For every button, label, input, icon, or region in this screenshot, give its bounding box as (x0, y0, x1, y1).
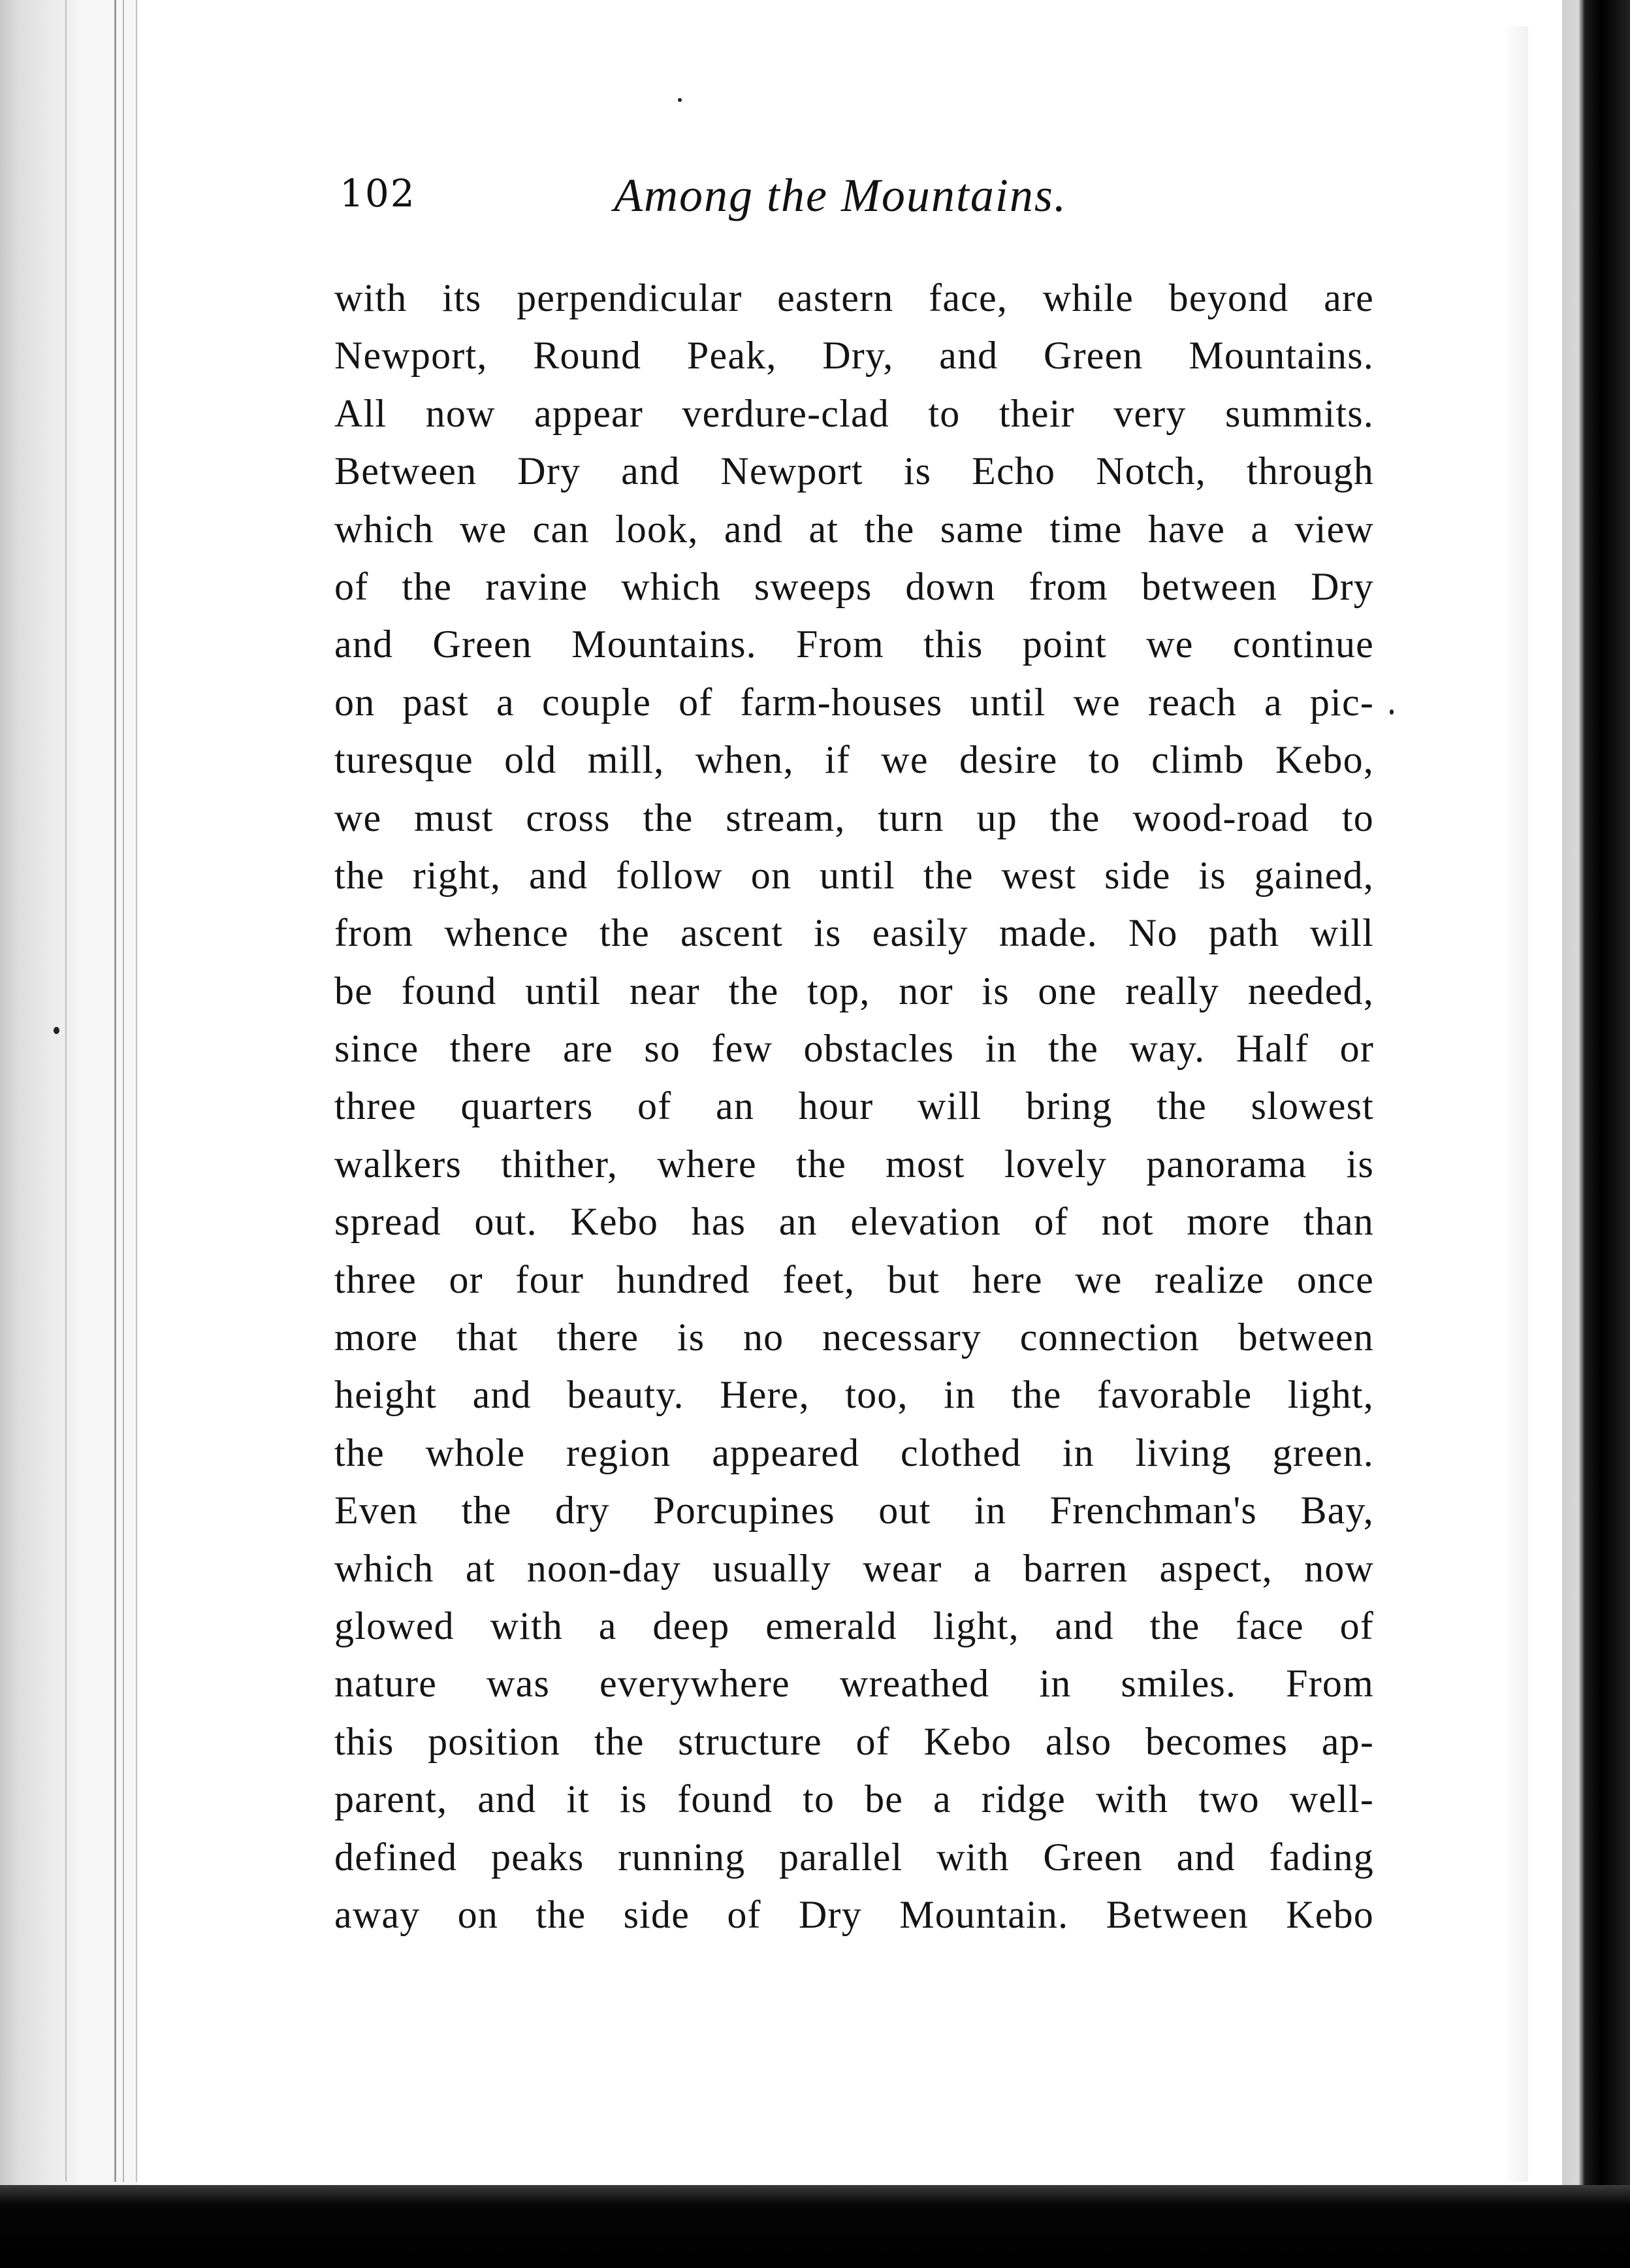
text-line: nature was everywhere wreathed in smiles. From (334, 1662, 1374, 1706)
right-page-edge (1562, 0, 1630, 2268)
text-line: of the ravine which sweeps down from between Dry (334, 564, 1374, 608)
text-line: which we can look, and at the same time have a view (334, 507, 1374, 551)
text-line: since there are so few obstacles in the way. Half or (334, 1027, 1374, 1071)
text-line: Even the dry Porcupines out in Frenchman's Bay, (334, 1489, 1374, 1532)
gutter-shadow-line (136, 0, 137, 2182)
text-line: we must cross the stream, turn up the wood-road to (334, 796, 1374, 839)
gutter-shadow-line (65, 0, 67, 2182)
page-number: 102 (340, 171, 416, 216)
dust-speck (678, 98, 682, 102)
text-line: parent, and it is found to be a ridge with two well- (334, 1777, 1374, 1821)
text-line: spread out. Kebo has an elevation of not more than (334, 1200, 1374, 1244)
text-line: the right, and follow on until the west side is gained, (334, 853, 1374, 897)
binding-gutter (0, 0, 78, 2268)
text-line: this position the structure of Kebo also becomes ap- (334, 1719, 1374, 1763)
text-line: Newport, Round Peak, Dry, and Green Mountains. (334, 334, 1374, 378)
text-line: which at noon-day usually wear a barren aspect, now (334, 1546, 1374, 1590)
dust-speck (54, 1027, 59, 1034)
text-line: the whole region appeared clothed in living green. (334, 1431, 1374, 1474)
text-line: away on the side of Dry Mountain. Between Kebo (334, 1892, 1374, 1936)
text-line: three or four hundred feet, but here we realize once (334, 1257, 1374, 1301)
gutter-shadow-line (114, 0, 116, 2182)
text-line: defined peaks running parallel with Green and fading (334, 1835, 1374, 1879)
text-line: more that there is no necessary connection between (334, 1316, 1374, 1359)
page-right-margin (1502, 26, 1528, 2182)
page-header (340, 171, 1384, 223)
text-line: be found until near the top, nor is one really needed, (334, 969, 1374, 1012)
body-paragraph (334, 269, 1374, 1943)
gutter-shadow-line (123, 0, 124, 2182)
text-line: walkers thither, where the most lovely panorama is (334, 1142, 1374, 1186)
text-line: on past a couple of farm-houses until we reach a pic- (334, 680, 1374, 724)
dust-speck (1390, 709, 1394, 715)
text-line: glowed with a deep emerald light, and the face of (334, 1604, 1374, 1647)
bottom-scan-border (0, 2185, 1630, 2268)
text-line: three quarters of an hour will bring the slowest (334, 1084, 1374, 1128)
running-title: Among the Mountains. (614, 169, 1067, 221)
text-line: and Green Mountains. From this point we continue (334, 623, 1374, 666)
text-line: All now appear verdure-clad to their very summits. (334, 391, 1374, 435)
text-line: height and beauty. Here, too, in the favorable light, (334, 1373, 1374, 1417)
text-line: from whence the ascent is easily made. No path will (334, 911, 1374, 955)
text-line: turesque old mill, when, if we desire to climb Kebo, (334, 738, 1374, 782)
text-line: with its perpendicular eastern face, while beyond are (334, 276, 1374, 319)
text-line: Between Dry and Newport is Echo Notch, through (334, 449, 1374, 493)
